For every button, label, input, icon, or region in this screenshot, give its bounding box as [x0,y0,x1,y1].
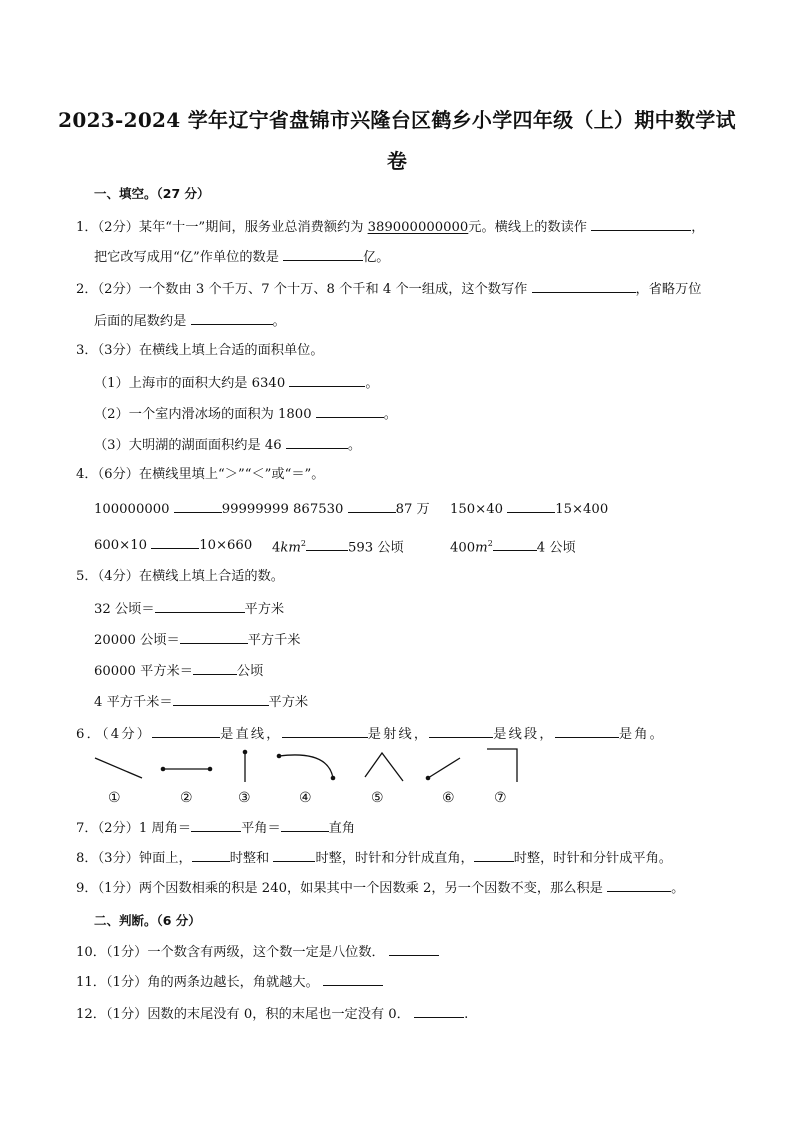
q4-blank-2[interactable] [348,499,396,513]
question-3-sub-1: （1）上海市的面积大约是 6340 。 [94,373,379,393]
question-5-line-2: 20000 公顷＝ 平方千米 [94,630,300,650]
q2-text-b: ，省略万位 [635,282,702,297]
section-1-heading: 一、填空。（27 分） [94,186,210,201]
question-5-line-1: 32 公顷＝ 平方米 [94,599,284,619]
q6-blank-2[interactable] [282,724,368,738]
q12-blank[interactable] [414,1004,464,1018]
q2-text-c: 后面的尾数约是 [94,314,191,329]
figure-label-4: ④ [299,790,312,806]
q6-blank-4[interactable] [555,724,619,738]
q3-blank-3[interactable] [286,435,348,449]
q1-text-d: 把它改写成用“亿”作单位的数是 [94,250,284,265]
question-9-line: 9．（1分）两个因数相乘的积是 240，如果其中一个因数乘 2，另一个因数不变，那么积是 。 [76,878,684,898]
figure-1-line [95,758,142,778]
q6-blank-3[interactable] [429,724,493,738]
q3-blank-2[interactable] [316,404,384,418]
q7-blank-2[interactable] [281,818,329,832]
q4-blank-1[interactable] [174,499,222,513]
question-3-sub-3: （3）大明湖的湖面面积约是 46 。 [94,435,361,455]
figure-4-curve [279,755,333,778]
q1-number: 389000000000 [367,220,469,235]
title-line-1: 2023-2024 学年辽宁省盘锦市兴隆台区鹤乡小学四年级（上）期中数学试 [58,108,736,132]
title-line-2: 卷 [386,149,408,173]
figure-label-1: ① [108,790,121,806]
question-1-line-1 [76,217,704,237]
figure-7-open-angle [487,749,517,782]
q8-blank-1[interactable] [192,848,230,862]
q1-blank-2[interactable] [283,247,363,261]
question-4-row-1a: 100000000 99999999 867530 87 万 [94,499,430,519]
figure-4-endpoint-a [277,754,282,759]
question-4-row-2b: $4km^2$ 593 公顷 [272,539,404,556]
q11-blank[interactable] [323,972,383,986]
q2-blank-1[interactable] [532,279,636,293]
q5-blank-4[interactable] [173,692,269,706]
question-4-row-2a: 600×10 10×660 [94,535,252,555]
question-2-line-2 [94,311,286,331]
question-12-line: 12．（1分）因数的末尾没有 0，积的末尾也一定没有 0． . [76,1004,468,1024]
q1-text-c: ， [691,220,705,235]
question-3-heading: 3．（3分）在横线上填上合适的面积单位。 [76,343,324,358]
question-2-line-1 [76,279,701,299]
question-6-line: 6．（4分） 是直线， 是射线， 是线段， 是角。 [76,724,665,744]
q5-blank-1[interactable] [155,599,245,613]
question-3-sub-2: （2）一个室内滑冰场的面积为 1800 。 [94,404,397,424]
q8-blank-3[interactable] [474,848,514,862]
question-5-heading: 5．（4分）在横线上填上合适的数。 [76,569,284,584]
question-1-line-2 [94,247,390,267]
q5-blank-3[interactable] [193,661,237,675]
question-5-line-3: 60000 平方米＝ 公顷 [94,661,263,681]
figure-2-endpoint-b [208,767,213,772]
figure-label-2: ② [180,790,193,806]
figure-5-angle [365,753,403,781]
figure-label-6: ⑥ [442,790,455,806]
figure-6-endpoint [426,776,431,781]
figure-label-5: ⑤ [371,790,384,806]
q1-text-e: 亿。 [363,250,390,265]
figure-4-endpoint-b [331,776,336,781]
question-8-line: 8．（3分）钟面上， 时整和 时整，时针和分针成直角， 时整，时针和分针成平角。 [76,848,672,868]
q6-blank-1[interactable] [152,724,220,738]
q4-blank-6[interactable] [493,537,537,551]
question-7-line: 7．（2分）1 周角＝ 平角＝ 直角 [76,818,355,838]
q7-blank-1[interactable] [191,818,241,832]
figure-2-endpoint-a [161,767,166,772]
q5-blank-2[interactable] [180,630,248,644]
question-11-line: 11．（1分）角的两条边越长，角就越大。 [76,972,383,992]
question-10-line: 10．（1分）一个数含有两级，这个数一定是八位数． [76,942,439,962]
q8-blank-2[interactable] [273,848,315,862]
q4-blank-3[interactable] [507,499,555,513]
q2-blank-2[interactable] [191,311,273,325]
q1-blank-1[interactable] [591,217,691,231]
question-5-line-4: 4 平方千米＝ 平方米 [94,692,308,712]
q4-blank-4[interactable] [151,535,199,549]
figure-label-3: ③ [238,790,251,806]
q9-blank[interactable] [607,878,671,892]
question-4-row-2c: $400m^2$ 4 公顷 [450,539,576,556]
q4-blank-5[interactable] [306,537,348,551]
q2-text-a: 2．（2分）一个数由 3 个千万、7 个十万、8 个千和 4 个一组成，这个数写作 [76,282,532,297]
section-2-heading: 二、判断。（6 分） [94,913,201,928]
question-4-heading: 4．（6分）在横线里填上“＞”“＜”或“＝”。 [76,467,325,482]
q2-text-d: 。 [272,314,286,329]
q10-blank[interactable] [389,942,439,956]
figure-6-ray [428,758,460,778]
q1-text-a: 1．（2分）某年“十一”期间，服务业总消费额约为 [76,220,368,235]
question-4-row-1b: 150×40 15×400 [450,499,608,519]
q1-text-b: 元。横线上的数读作 [468,220,592,235]
figure-label-7: ⑦ [494,790,507,806]
geometry-figures [90,744,530,788]
figure-3-endpoint [243,750,248,755]
q3-blank-1[interactable] [289,373,365,387]
